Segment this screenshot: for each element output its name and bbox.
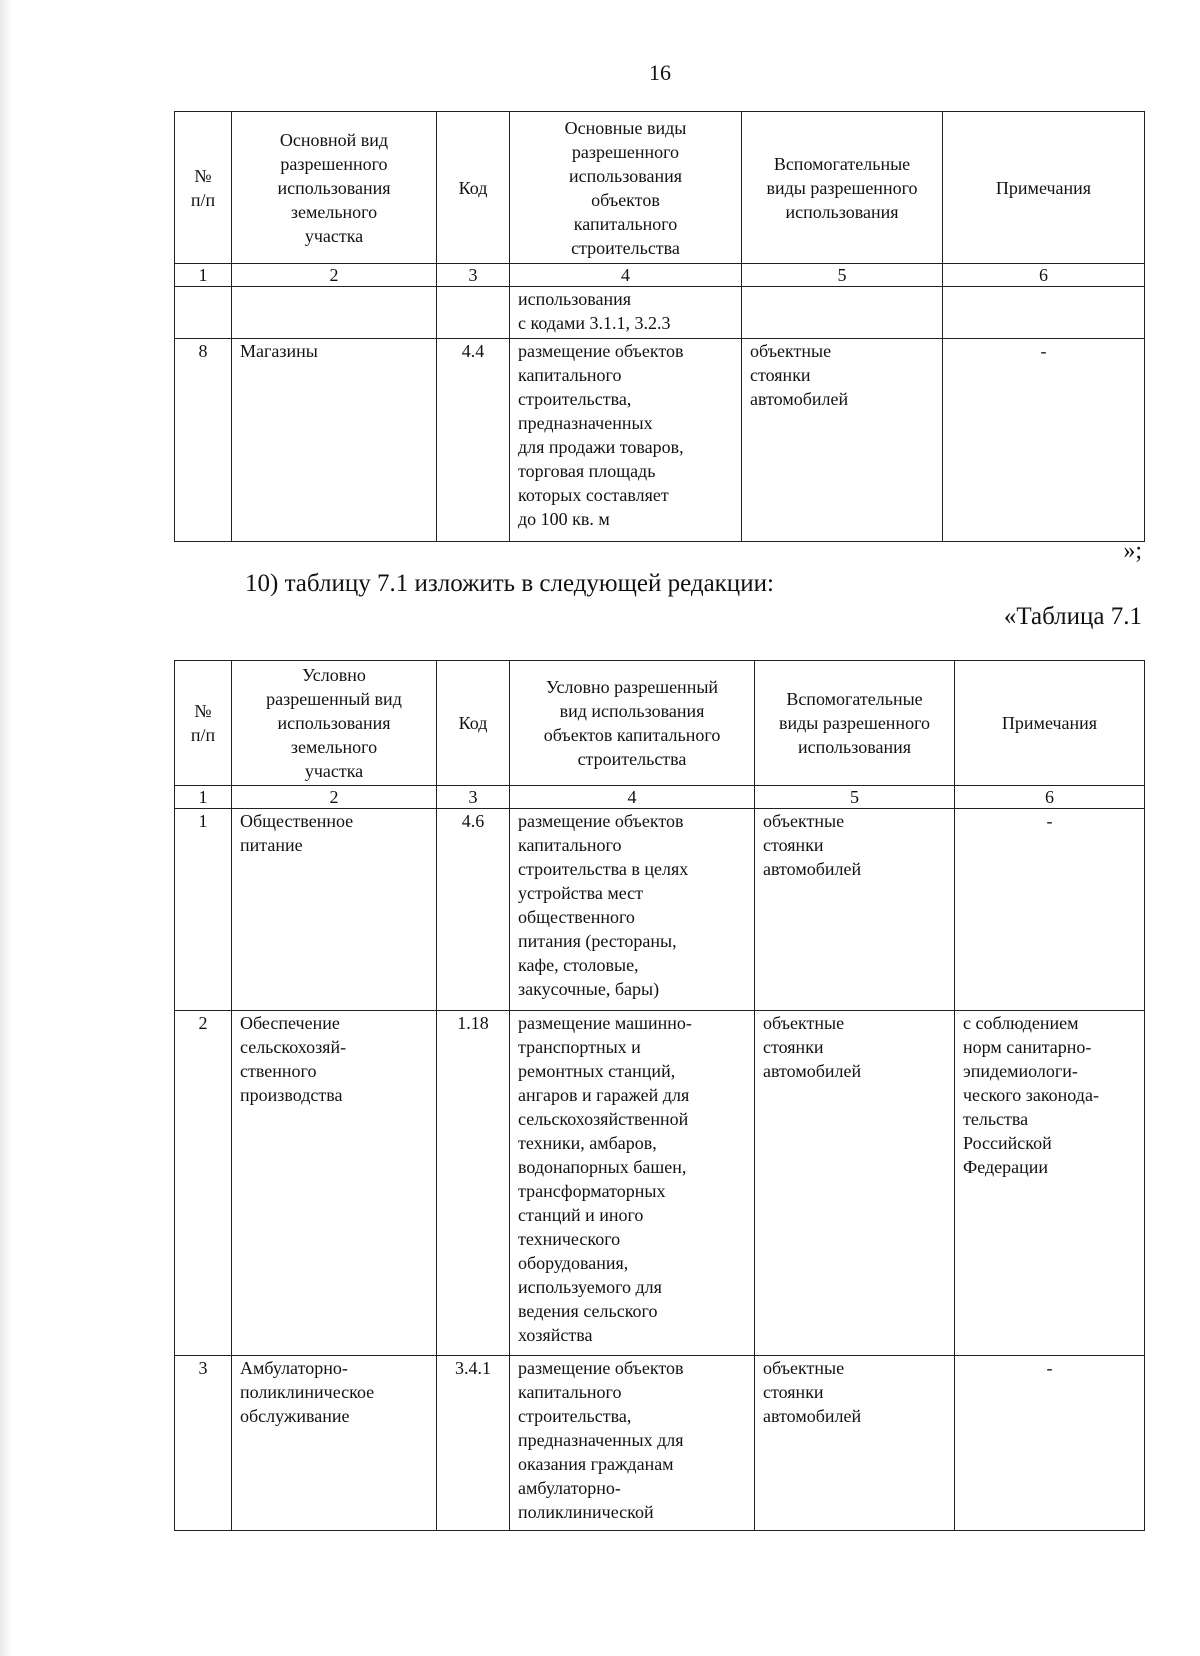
header-main-use-objects: Основные виды разрешенного использования объектов капитального строительства bbox=[510, 112, 742, 264]
table-header-row bbox=[175, 661, 1145, 786]
header-notes: Примечания bbox=[943, 112, 1145, 264]
cell-notes bbox=[943, 287, 1145, 339]
column-number: 4 bbox=[510, 264, 742, 287]
column-number: 4 bbox=[510, 786, 755, 809]
column-number-row bbox=[175, 786, 1145, 809]
cell-objects: размещение объектов капитального строительства в целях устройства мест общественного питания (рестораны, кафе, столовые, закусочные, бары) bbox=[510, 809, 755, 1011]
cell-objects: размещение объектов капитального строительства, предназначенных для оказания гражданам амбулаторно- поликлинической bbox=[510, 1356, 755, 1531]
column-number: 2 bbox=[232, 264, 437, 287]
cell-use-kind bbox=[232, 287, 437, 339]
column-number-row bbox=[175, 264, 1145, 287]
header-number: № п/п bbox=[175, 112, 232, 264]
cell-notes: с соблюдением норм санитарно- эпидемиологи- ческого законода- тельства Российской Федерации bbox=[955, 1011, 1145, 1356]
cell-code bbox=[437, 287, 510, 339]
cell-notes: - bbox=[943, 339, 1145, 542]
permitted-use-table-continuation bbox=[174, 111, 1145, 542]
column-number: 6 bbox=[943, 264, 1145, 287]
cell-objects: размещение машинно- транспортных и ремонтных станций, ангаров и гаражей для сельскохозяйственной техники, амбаров, водонапорных башен, трансформаторных станций и иного технического оборудования, используемого для ведения сельского хозяйства bbox=[510, 1011, 755, 1356]
table-row bbox=[175, 339, 1145, 542]
table-row bbox=[175, 1356, 1145, 1531]
cell-auxiliary: объектные стоянки автомобилей bbox=[755, 1356, 955, 1531]
column-number: 5 bbox=[742, 264, 943, 287]
column-number: 1 bbox=[175, 264, 232, 287]
cell-use-kind: Магазины bbox=[232, 339, 437, 542]
cell-number bbox=[175, 287, 232, 339]
table-header-row bbox=[175, 112, 1145, 264]
scan-edge-shadow bbox=[0, 0, 12, 1656]
header-auxiliary-uses: Вспомогательные виды разрешенного использования bbox=[755, 661, 955, 786]
table-row bbox=[175, 809, 1145, 1011]
cell-code: 3.4.1 bbox=[437, 1356, 510, 1531]
header-number: № п/п bbox=[175, 661, 232, 786]
cell-auxiliary: объектные стоянки автомобилей bbox=[755, 1011, 955, 1356]
closing-quote: »; bbox=[1123, 538, 1142, 564]
cell-number: 1 bbox=[175, 809, 232, 1011]
table-row bbox=[175, 1011, 1145, 1356]
header-code: Код bbox=[437, 661, 510, 786]
cell-number: 8 bbox=[175, 339, 232, 542]
column-number: 3 bbox=[437, 786, 510, 809]
header-code: Код bbox=[437, 112, 510, 264]
cell-objects: использования с кодами 3.1.1, 3.2.3 bbox=[510, 287, 742, 339]
cell-objects: размещение объектов капитального строительства, предназначенных для продажи товаров, торговая площадь которых составляет до 100 кв. м bbox=[510, 339, 742, 542]
column-number: 2 bbox=[232, 786, 437, 809]
column-number: 6 bbox=[955, 786, 1145, 809]
cell-number: 3 bbox=[175, 1356, 232, 1531]
cell-notes: - bbox=[955, 809, 1145, 1011]
cell-code: 4.4 bbox=[437, 339, 510, 542]
cell-auxiliary: объектные стоянки автомобилей bbox=[742, 339, 943, 542]
header-conditional-use-kind: Условно разрешенный вид использования земельного участка bbox=[232, 661, 437, 786]
table-caption: «Таблица 7.1 bbox=[1003, 603, 1142, 630]
column-number: 5 bbox=[755, 786, 955, 809]
cell-auxiliary: объектные стоянки автомобилей bbox=[755, 809, 955, 1011]
header-auxiliary-uses: Вспомогательные виды разрешенного использования bbox=[742, 112, 943, 264]
header-conditional-use-objects: Условно разрешенный вид использования объектов капитального строительства bbox=[510, 661, 755, 786]
conditional-use-table bbox=[174, 660, 1145, 1531]
cell-use-kind: Обеспечение сельскохозяй- ственного производства bbox=[232, 1011, 437, 1356]
page-number: 16 bbox=[649, 60, 671, 85]
cell-auxiliary bbox=[742, 287, 943, 339]
cell-notes: - bbox=[955, 1356, 1145, 1531]
column-number: 3 bbox=[437, 264, 510, 287]
header-notes: Примечания bbox=[955, 661, 1145, 786]
cell-use-kind: Амбулаторно- поликлиническое обслуживание bbox=[232, 1356, 437, 1531]
cell-code: 4.6 bbox=[437, 809, 510, 1011]
table-row bbox=[175, 287, 1145, 339]
cell-use-kind: Общественное питание bbox=[232, 809, 437, 1011]
cell-number: 2 bbox=[175, 1011, 232, 1356]
header-main-use-kind: Основной вид разрешенного использования земельного участка bbox=[232, 112, 437, 264]
cell-code: 1.18 bbox=[437, 1011, 510, 1356]
amendment-instruction: 10) таблицу 7.1 изложить в следующей редакции: bbox=[245, 570, 774, 597]
column-number: 1 bbox=[175, 786, 232, 809]
